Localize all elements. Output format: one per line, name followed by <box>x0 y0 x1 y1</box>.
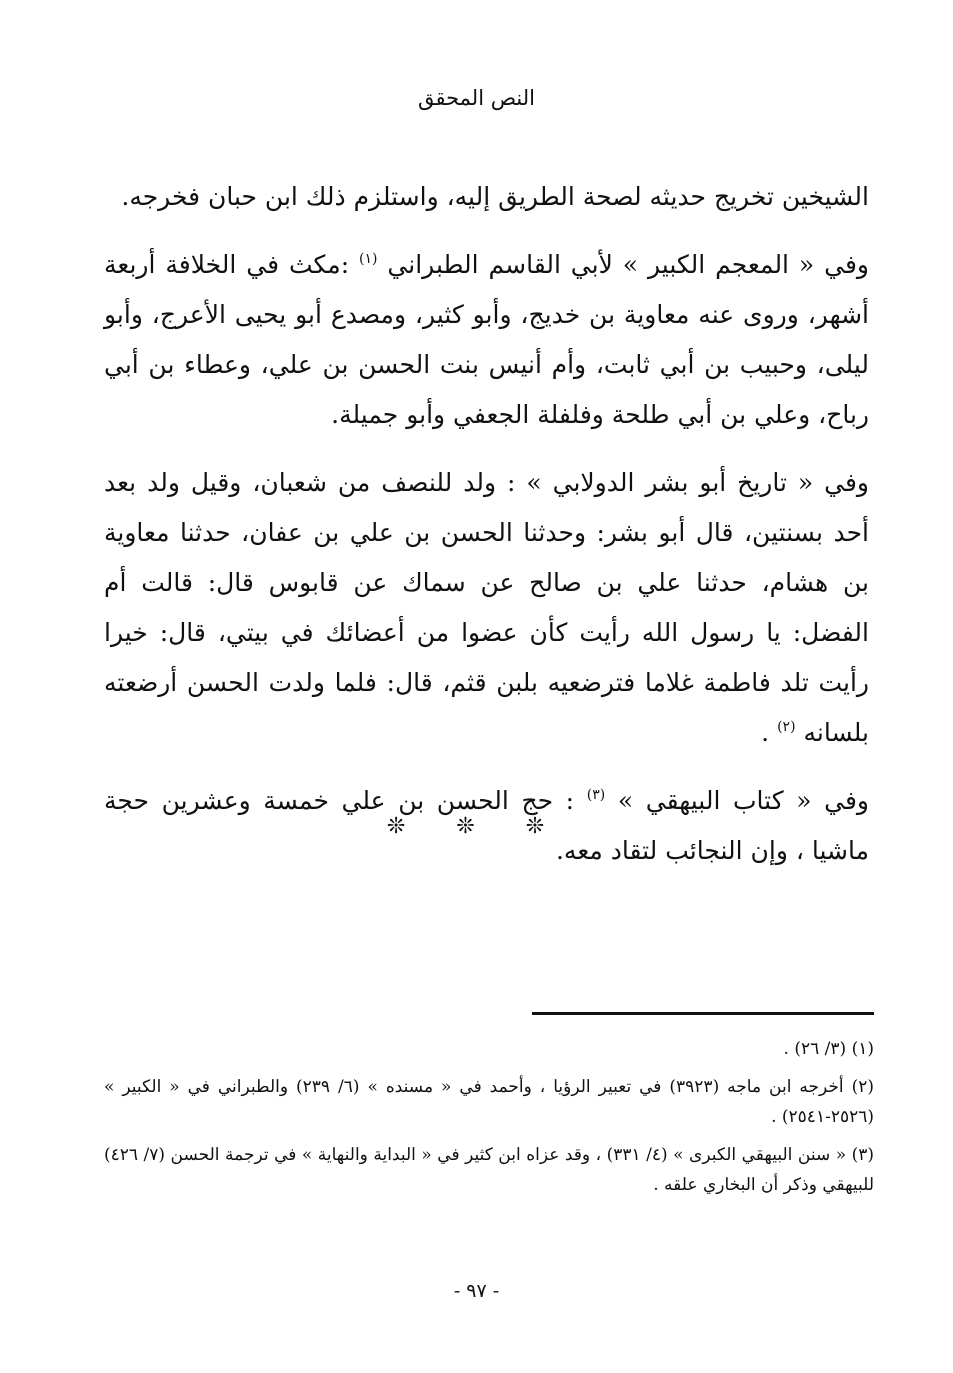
paragraph-3-text-b: . <box>761 718 778 747</box>
paragraph-2-text-b: :مكث في الخلافة أربعة أشهر، وروى عنه معاوية بن خديج، وأبو كثير، ومصدع أبو يحيى الأعرج، وأبو ليلى، وحبيب بن أبي ثابت، وأم أنيس بنت الحسن بن علي، وعطاء بن أبي رباح، وعلي بن أبي طلحة وفلفلة الجعفي وأبو جميلة. <box>104 250 869 429</box>
paragraph-2-text-a: وفي « المعجم الكبير » لأبي القاسم الطبراني <box>387 250 869 279</box>
paragraph-3-text-a: وفي « تاريخ أبو بشر الدولابي » : ولد للنصف من شعبان، وقيل ولد بعد أحد بسنتين، قال أبو بشر: وحدثنا الحسن بن علي بن عفان، حدثنا معاوية بن هشام، حدثنا علي بن صالح عن سماك عن قابوس قال: قالت أم الفضل: يا رسول الله رأيت كأن عضوا من أعضائك في بيتي، قال: خيرا رأيت تلد فاطمة غلاما فترضعيه بلبن قثم، قال: فلما ولدت الحسن أرضعته بلسانه <box>104 468 869 747</box>
footnote-ref-1[interactable]: (١) <box>359 251 378 267</box>
footnote-1: (١) (٣/ ٢٦) . <box>783 1039 874 1059</box>
paragraph-1: الشيخين تخريج حديثه لصحة الطريق إليه، واستلزم ذلك ابن حبان فخرجه. <box>121 182 869 211</box>
footnote-3: (٣) « سنن البيهقي الكبرى » (٤/ ٣٣١) ، وقد عزاه ابن كثير في « البداية والنهاية » في ترجمة الحسن (٧/ ٤٢٦) للبيهقي وذكر أن البخاري علقه . <box>104 1145 875 1195</box>
section-separator: ❊ ❊ ❊ <box>386 814 567 839</box>
footnote-divider <box>532 1012 874 1015</box>
footnote-2: (٢) أخرجه ابن ماجه (٣٩٢٣) في تعبير الرؤيا ، وأحمد في « مسنده » (٦/ ٢٣٩) والطبراني في « الكبير » (٢٥٢٦-٢٥٤١) . <box>104 1077 874 1127</box>
page-number: - ٩٧ - <box>453 1280 500 1302</box>
paragraph-2 <box>104 240 869 440</box>
paragraph-4-text-b: : حج الحسن بن علي خمسة وعشرين حجة ماشيا ، وإن النجائب لتقاد معه. <box>104 786 869 865</box>
main-text <box>104 172 869 876</box>
footnote-ref-3[interactable]: (٣) <box>586 787 606 803</box>
paragraph-3 <box>104 458 869 758</box>
paragraph-4-text-a: وفي « كتاب البيهقي » <box>617 786 869 815</box>
running-title: النص المحقق <box>417 86 536 110</box>
footnote-ref-2[interactable]: (٢) <box>777 719 796 735</box>
footnotes <box>104 1034 874 1200</box>
